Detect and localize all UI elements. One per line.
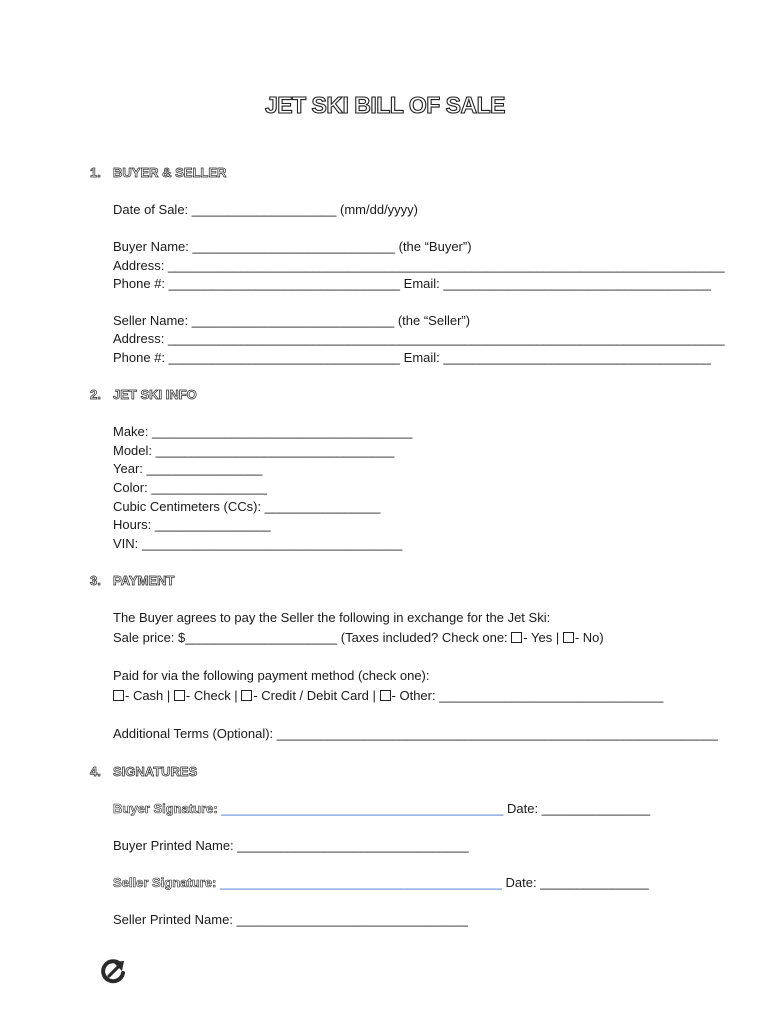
- vin-row: VIN: ____________________________________: [113, 536, 403, 551]
- buyer-signature-date-field[interactable]: _______________: [541, 801, 651, 816]
- buyer-phone-email-row: Phone #: ________________________________ Email: _____________________________________: [113, 276, 711, 291]
- buyer-email-field[interactable]: _____________________________________: [443, 276, 711, 291]
- buyer-address-row: Address: _____________________________________________________________________________: [113, 258, 725, 273]
- vin-field[interactable]: ____________________________________: [141, 536, 403, 551]
- seller-email-field[interactable]: _____________________________________: [443, 350, 711, 365]
- date-of-sale-row: Date of Sale: ____________________ (mm/dd/yyyy): [113, 202, 419, 217]
- additional-terms-row: Additional Terms (Optional): _____________________________________________________________: [113, 726, 718, 741]
- seller-phone-field[interactable]: ________________________________: [168, 350, 401, 365]
- seller-name-field[interactable]: ____________________________: [191, 313, 395, 328]
- section-heading-buyer-seller: 1. BUYER & SELLER: [90, 165, 227, 180]
- date-of-sale-field[interactable]: ____________________: [191, 202, 337, 217]
- payment-method-intro: Paid for via the following payment method (check one):: [113, 668, 430, 683]
- seller-signature-field[interactable]: _______________________________________: [219, 875, 502, 890]
- buyer-name-field[interactable]: ____________________________: [192, 239, 395, 254]
- other-checkbox[interactable]: [380, 690, 391, 701]
- year-row: Year: ________________: [113, 461, 263, 476]
- section-heading-jet-ski-info: 2. JET SKI INFO: [90, 387, 197, 402]
- year-field[interactable]: ________________: [146, 461, 263, 476]
- seller-address-field[interactable]: _____________________________________________________________________________: [167, 331, 725, 346]
- buyer-address-field[interactable]: _____________________________________________________________________________: [167, 258, 725, 273]
- buyer-printed-name-row: Buyer Printed Name: ________________________________: [113, 838, 469, 853]
- seller-address-row: Address: _____________________________________________________________________________: [113, 331, 725, 346]
- check-checkbox[interactable]: [174, 690, 185, 701]
- color-row: Color: ________________: [113, 480, 267, 495]
- model-row: Model: _________________________________: [113, 443, 395, 458]
- make-field[interactable]: ____________________________________: [152, 424, 413, 439]
- payment-method-row: - Cash | - Check | - Credit / Debit Card | - Other: _______________________________: [113, 688, 663, 704]
- payment-intro: The Buyer agrees to pay the Seller the following in exchange for the Jet Ski:: [113, 610, 551, 625]
- seller-printed-name-field[interactable]: ________________________________: [236, 912, 468, 927]
- section-heading-signatures: 4. SIGNATURES: [90, 764, 198, 779]
- seller-name-row: Seller Name: ____________________________ (the “Seller”): [113, 313, 471, 328]
- taxes-yes-checkbox[interactable]: [511, 632, 522, 643]
- buyer-name-row: Buyer Name: ____________________________ (the “Buyer”): [113, 239, 472, 254]
- seller-printed-name-row: Seller Printed Name: ________________________________: [113, 912, 468, 927]
- buyer-phone-field[interactable]: ________________________________: [168, 276, 401, 291]
- cash-checkbox[interactable]: [113, 690, 124, 701]
- make-row: Make: ____________________________________: [113, 424, 413, 439]
- buyer-printed-name-field[interactable]: ________________________________: [237, 838, 469, 853]
- cc-field[interactable]: ________________: [264, 499, 381, 514]
- document-title: JET SKI BILL OF SALE: [264, 92, 506, 118]
- seller-signature-date-field[interactable]: _______________: [540, 875, 649, 890]
- buyer-signature-row: Buyer Signature: _______________________________________ Date: _______________: [113, 801, 651, 816]
- hours-row: Hours: ________________: [113, 517, 271, 532]
- additional-terms-field[interactable]: _____________________________________________________________: [276, 726, 718, 741]
- taxes-no-checkbox[interactable]: [563, 632, 574, 643]
- seller-phone-email-row: Phone #: ________________________________ Email: _____________________________________: [113, 350, 711, 365]
- section-heading-payment: 3. PAYMENT: [90, 573, 175, 588]
- sale-price-row: Sale price: $_____________________ (Taxes included? Check one: - Yes | - No): [113, 630, 604, 645]
- other-method-field[interactable]: _______________________________: [439, 688, 664, 703]
- seller-signature-row: Seller Signature: _______________________________________ Date: _______________: [113, 875, 649, 890]
- color-field[interactable]: ________________: [151, 480, 267, 495]
- buyer-signature-field[interactable]: _______________________________________: [221, 801, 504, 816]
- sale-price-field[interactable]: _____________________: [185, 630, 338, 645]
- hours-field[interactable]: ________________: [154, 517, 271, 532]
- refresh-arrow-logo-icon: [100, 957, 128, 987]
- model-field[interactable]: _________________________________: [155, 443, 395, 458]
- cc-row: Cubic Centimeters (CCs): ________________: [113, 499, 381, 514]
- credit-debit-checkbox[interactable]: [241, 690, 252, 701]
